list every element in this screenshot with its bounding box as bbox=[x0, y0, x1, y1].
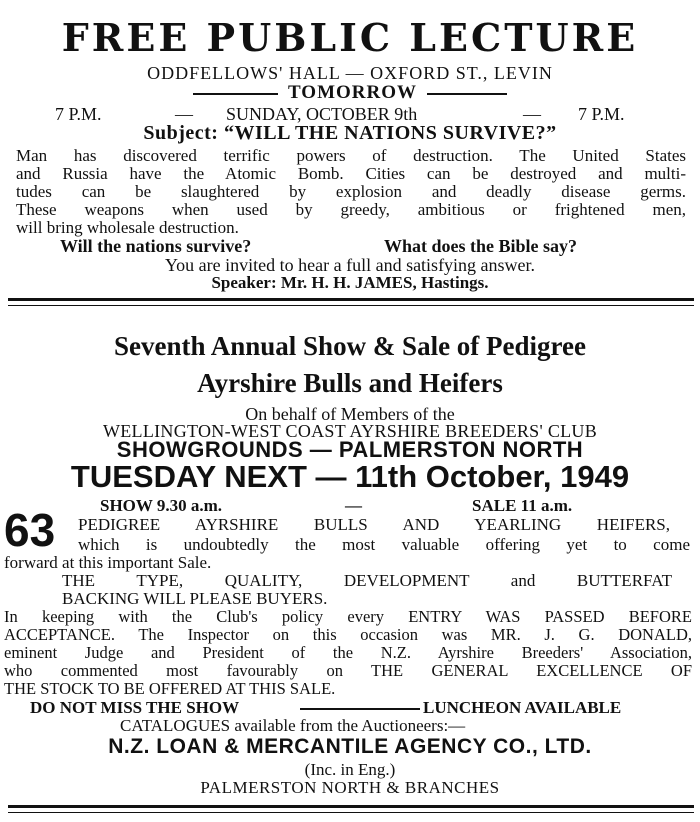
offering-line-1: PEDIGREE AYRSHIRE BULLS AND YEARLING HEIFERS, bbox=[78, 515, 670, 534]
lecture-time-left: 7 P.M. bbox=[55, 104, 102, 124]
show-location: SHOWGROUNDS — PALMERSTON NORTH bbox=[116, 437, 584, 462]
lecture-question-right: What does the Bible say? bbox=[384, 236, 578, 256]
quality-line-2: BACKING WILL PLEASE BUYERS. bbox=[62, 589, 328, 608]
show-headline-1: Seventh Annual Show & Sale of Pedigree bbox=[113, 331, 587, 361]
quality-line-1: THE TYPE, QUALITY, DEVELOPMENT and BUTTERFAT bbox=[62, 571, 672, 590]
lecture-speaker: Speaker: Mr. H. H. JAMES, Hastings. bbox=[211, 273, 489, 292]
show-behalf: On behalf of Members of the bbox=[245, 404, 455, 424]
agency-branches: PALMERSTON NORTH & BRANCHES bbox=[200, 778, 500, 797]
show-time: SHOW 9.30 a.m. bbox=[100, 496, 223, 515]
offering-line-2: which is undoubtedly the most valuable offering yet to come bbox=[78, 535, 690, 554]
bottom-rule-thin bbox=[8, 812, 694, 813]
lecture-when-row bbox=[0, 82, 700, 104]
lecture-question-left: Will the nations survive? bbox=[60, 236, 252, 256]
lecture-invite: You are invited to hear a full and satisfying answer. bbox=[164, 255, 536, 275]
dash-sep-2: — bbox=[523, 104, 541, 124]
lecture-subject: Subject: “WILL THE NATIONS SURVIVE?” bbox=[143, 122, 557, 144]
notice-left: DO NOT MISS THE SHOW bbox=[30, 698, 240, 717]
policy-last: THE STOCK TO BE OFFERED AT THIS SALE. bbox=[4, 679, 336, 698]
lecture-venue: ODDFELLOWS' HALL — OXFORD ST., LEVIN bbox=[147, 63, 553, 83]
policy-line-3: eminent Judge and President of the N.Z. Ayrshire Breeders' Association, bbox=[4, 643, 692, 662]
lecture-title: FREE PUBLIC LECTURE bbox=[61, 15, 639, 60]
lecture-body-line-3: tudes can be slaughtered by explosion and deadly disease germs. bbox=[16, 182, 686, 201]
lecture-date: SUNDAY, OCTOBER 9th bbox=[226, 104, 418, 124]
notice-right: LUNCHEON AVAILABLE bbox=[423, 698, 622, 717]
agency-inc: (Inc. in Eng.) bbox=[304, 760, 396, 779]
lot-count: 63 bbox=[4, 504, 56, 556]
offering-line-3: forward at this important Sale. bbox=[4, 553, 212, 572]
notice-dash bbox=[300, 708, 420, 710]
policy-line-1: In keeping with the Club's policy every ENTRY WAS PASSED BEFORE bbox=[4, 607, 692, 626]
lecture-body-last: will bring wholesale destruction. bbox=[16, 218, 239, 237]
policy-line-2: ACCEPTANCE. The Inspector on this occasion was MR. J. G. DONALD, bbox=[4, 625, 692, 644]
lecture-time-right: 7 P.M. bbox=[578, 104, 625, 124]
left-dash bbox=[193, 93, 278, 95]
lecture-when: TOMORROW bbox=[287, 82, 418, 103]
show-club: WELLINGTON-WEST COAST AYRSHIRE BREEDERS' CLUB bbox=[102, 421, 598, 441]
sale-time: SALE 11 a.m. bbox=[472, 496, 573, 515]
lecture-body-line-4: These weapons when used by greedy, ambitious or frightened men, bbox=[16, 200, 686, 219]
section-divider-thin bbox=[8, 305, 694, 306]
lecture-body-line-2: and Russia have the Atomic Bomb. Cities can be destroyed and multi- bbox=[16, 164, 686, 183]
dash-sep-1: — bbox=[175, 104, 193, 124]
section-divider bbox=[8, 298, 694, 301]
show-date-main: TUESDAY NEXT — 11th October, 1949 bbox=[70, 459, 630, 494]
bottom-rule bbox=[8, 805, 694, 808]
show-headline-2: Ayrshire Bulls and Heifers bbox=[197, 368, 503, 398]
dash-sep-3: — bbox=[345, 496, 362, 515]
right-dash bbox=[427, 93, 507, 95]
lecture-body-line-1: Man has discovered terrific powers of destruction. The United States bbox=[16, 146, 686, 165]
agency-name: N.Z. LOAN & MERCANTILE AGENCY CO., LTD. bbox=[108, 735, 592, 758]
policy-line-4: who commented most favourably on THE GENERAL EXCELLENCE OF bbox=[4, 661, 692, 680]
catalogues: CATALOGUES available from the Auctioneers:— bbox=[120, 716, 466, 735]
